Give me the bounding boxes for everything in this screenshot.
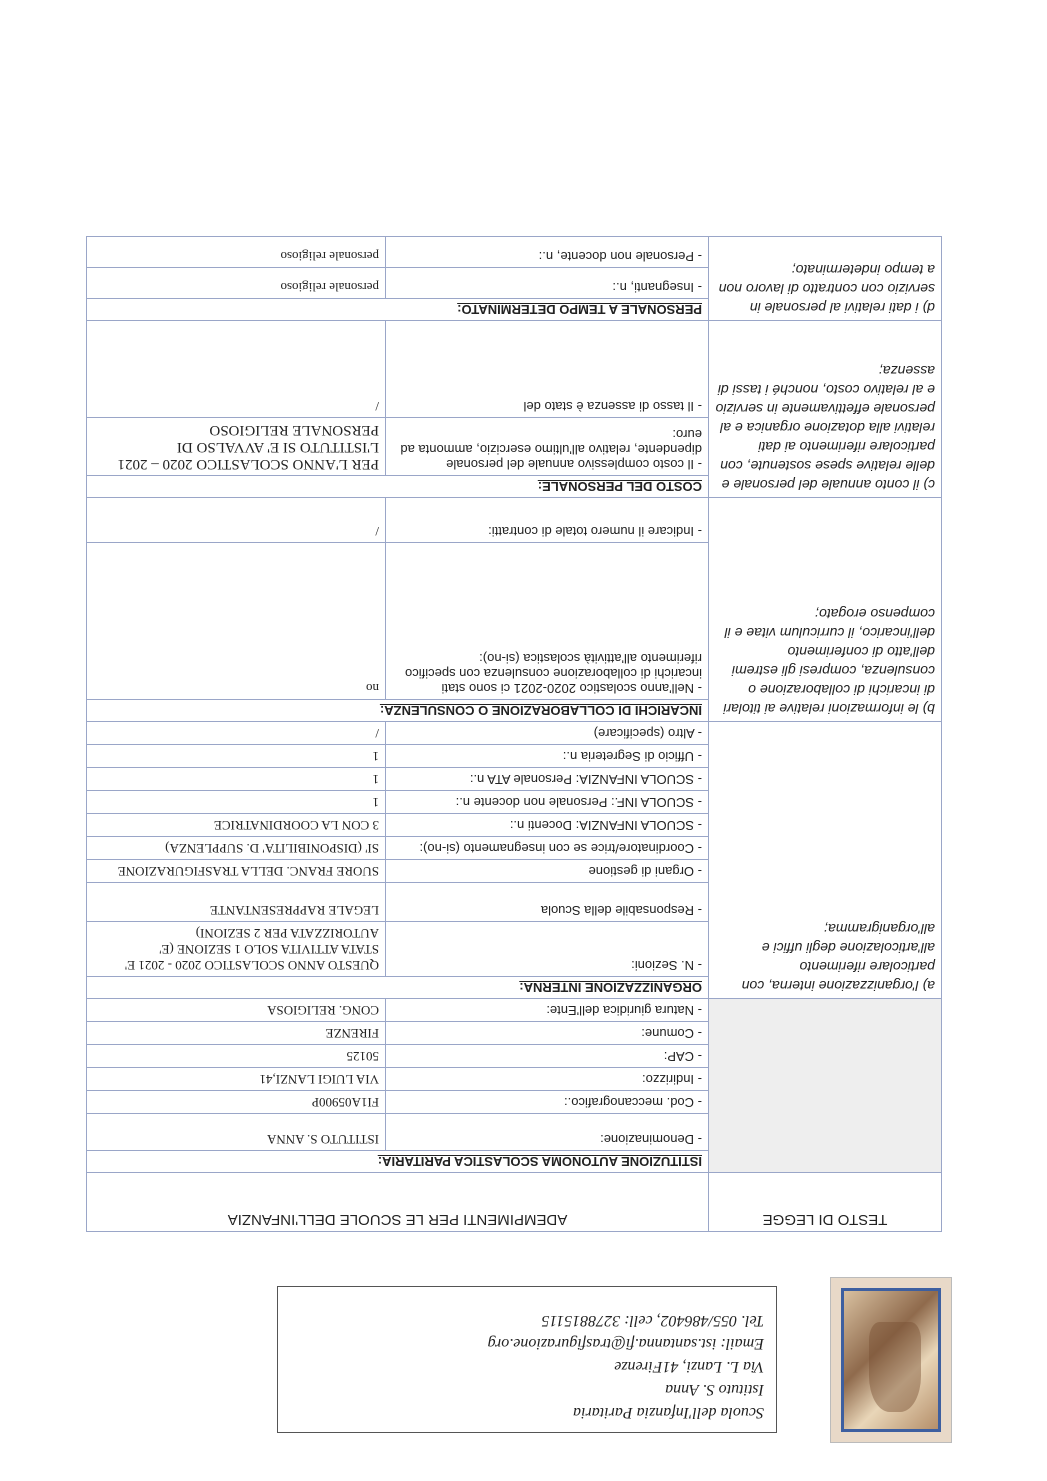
row-value: / xyxy=(87,321,386,418)
institution-title-row xyxy=(87,1151,942,1173)
row-value: ISTITUTO S. ANNA xyxy=(87,1114,386,1151)
row-value: / xyxy=(87,498,386,543)
row-label: - Coordinatore/trice se con insegnamento (si-no): xyxy=(386,837,709,860)
row-value: SUORE FRANC. DELLA TRASFIGURAZIONE xyxy=(87,860,386,883)
row-label: - Ufficio di Segreteria n.: xyxy=(386,745,709,768)
row-label: - N. Sezioni: xyxy=(386,922,709,977)
row-value: CONG. RELIGIOSA xyxy=(87,999,386,1022)
row-value: FIRENZE xyxy=(87,1022,386,1045)
law-text-c: c) il conto annuale del personale e delle relative spese sostenute, con particolare riferimento ai dati relativi alla dotazione organica e al personale effettivamente in servizio e al relativo costo, nonché i tassi di assenza; xyxy=(709,321,942,498)
row-label: - SCUOLA INF.: Personale non docente n.: xyxy=(386,791,709,814)
row-label: - Insegnanti, n.: xyxy=(386,268,709,299)
institute-address: Via L. Lanzi, 41Firenze xyxy=(614,1358,764,1375)
row-label: - SCUOLA INFANZIA: Personale ATA n.: xyxy=(386,768,709,791)
row-value: QUESTO ANNO SCOLASTICO 2020 - 2021 E' STATA ATTIVITA SOLO 1 SEZIONE (E' AUTORIZZATA PER 2 SEZIONI) xyxy=(87,922,386,977)
section-title-staff-cost: COSTO DEL PERSONALE: xyxy=(87,476,709,498)
row-value: 1 xyxy=(87,768,386,791)
section-title-fixed-term: PERSONALE A TEMPO DETERMINATO: xyxy=(87,299,709,321)
row-value: personale religioso xyxy=(87,237,386,268)
row-label: - Responsabile della Scuola xyxy=(386,883,709,922)
row-label: - Il tasso di assenza è stato del xyxy=(386,321,709,418)
row-value: 3 CON LA COORDINATRICE xyxy=(87,814,386,837)
institute-email: Email: ist.santanna.fi@trasfigurazione.org xyxy=(487,1335,764,1352)
letterhead xyxy=(72,1278,952,1443)
row-value: no xyxy=(87,543,386,700)
row-value: VIA LUIGI LANZI,41 xyxy=(87,1068,386,1091)
row-value: FI1A05900P xyxy=(87,1091,386,1114)
row-value: personale religioso xyxy=(87,268,386,299)
law-text-d: d) i dati relativi al personale in servizio con contratto di lavoro non a tempo indeterminato; xyxy=(709,237,942,321)
contact-box xyxy=(277,1286,777,1433)
section-b-title-row xyxy=(87,700,942,722)
col-main-header: ADEMPIMENTI PER LE SCUOLE DELL'INFANZIA xyxy=(87,1173,709,1232)
school-type: Scuola dell'Infanzia Paritaria xyxy=(573,1404,764,1421)
row-label: - CAP: xyxy=(386,1045,709,1068)
row-label: - Altro (specificare) xyxy=(386,722,709,745)
row-label: - Denominazione: xyxy=(386,1114,709,1151)
institute-name: Istituto S. Anna xyxy=(665,1381,764,1398)
row-label: - Cod. meccanografico.: xyxy=(386,1091,709,1114)
row-label: - Il costo complessivo annuale del personale dipendente, relativo all'ultimo esercizio, ammonta ad euro: xyxy=(386,418,709,476)
row-label: - Indirizzo: xyxy=(386,1068,709,1091)
section-title-consulting: INCARICHI DI COLLABORAZIONE O CONSULENZA: xyxy=(87,700,709,722)
law-text-b: b) le informazioni relative ai titolari di incarichi di collaborazione o consulenza, compresi gli estremi dell'atto di conferimento dell'incarico, il curriculum vitae e il compenso erogato; xyxy=(709,498,942,722)
table-header-row xyxy=(87,1173,942,1232)
section-c-title-row xyxy=(87,476,942,498)
row-label: - Indicare il numero totale di contratti: xyxy=(386,498,709,543)
section-title-institution: ISTITUZIONE AUTONOMA SCOLASTICA PARITARIA: xyxy=(87,1151,709,1173)
row-value: LEGALE RAPPRESENTANTE xyxy=(87,883,386,922)
row-label: - Nell'anno scolastico 2020-2021 ci sono stati incarichi di collaborazione consulenza con specifico riferimento all'attività scolastica (si-no): xyxy=(386,543,709,700)
row-label: - Natura giuridica dell'Ente: xyxy=(386,999,709,1022)
logo-figure-image xyxy=(869,1322,921,1412)
law-text-a: a) l'organizzazione interna, con particolare riferimento all'articolazione degli uffici e all'organigramma; xyxy=(709,722,942,999)
row-value: 50125 xyxy=(87,1045,386,1068)
row-value: PER L'ANNO SCOLASTICO 2020 – 2021 L'ISTITUTO SI E' AVVALSO DI PERSONALE RELIGIOSO xyxy=(87,418,386,476)
row-label: - SCUOLA INFANZIA: Docenti n.: xyxy=(386,814,709,837)
row-value: 1 xyxy=(87,745,386,768)
row-value: 1 xyxy=(87,791,386,814)
row-label: - Organi di gestione xyxy=(386,860,709,883)
row-value: / xyxy=(87,722,386,745)
row-value: SI' (DISPONIBILITA' D. SUPPLENZA) xyxy=(87,837,386,860)
school-logo xyxy=(830,1277,952,1443)
row-label: - Comune: xyxy=(386,1022,709,1045)
law-cell-empty xyxy=(709,999,942,1173)
section-d-title-row xyxy=(87,299,942,321)
row-label: - Personale non docente, n.: xyxy=(386,237,709,268)
institute-phone: Tel. 055/486402, cell: 3278815115 xyxy=(541,1312,764,1329)
section-a-title-row xyxy=(87,977,942,999)
col-law-header: TESTO DI LEGGE xyxy=(709,1173,942,1232)
section-title-organization: ORGANIZZAZIONE INTERNA: xyxy=(87,977,709,999)
obligations-table xyxy=(86,236,942,1232)
